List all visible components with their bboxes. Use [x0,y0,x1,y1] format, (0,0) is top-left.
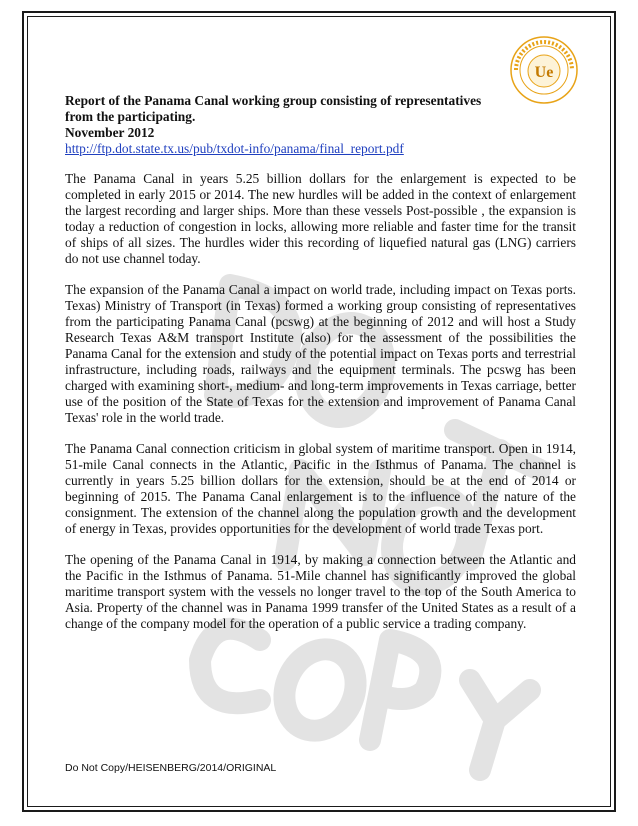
document-body [65,93,576,632]
svg-text:Ue: Ue [534,64,554,81]
report-title-line-1: Report of the Panama Canal working group consisting of representatives [65,93,482,108]
report-header [65,93,576,157]
paragraph-1: The Panama Canal in years 5.25 billion dollars for the enlargement is expected to be completed in early 2015 or 2014. The new hurdles will be added in the context of enlargement the largest recording and larger ships. More than these vessels Post-possible , the expansion is today a reduction of congestion in locks, allowing more reliable and faster time for the transit of ships of all sizes. The hurdles wider this recording of liquefied natural gas (LNG) carriers do not use channel today. [65,171,576,266]
report-title-line-2: from the participating. [65,109,196,124]
paragraph-3: The Panama Canal connection criticism in global system of maritime transport. Open in 1914, 51-mile Canal connects in the Atlantic, Pacific in the Isthmus of Panama. The channel is currently in years 5.25 billion dollars for the extension, should be at the end of 2014 or beginning of 2015. The Panama Canal enlargement is to the influence of the nature of the consignment. The extension of the channel along the population growth and the development of energy in Texas, provides opportunities for the development of world trade Texas port. [65,441,576,536]
report-date: November 2012 [65,125,155,140]
page-footer: Do Not Copy/HEISENBERG/2014/ORIGINAL [65,762,277,774]
report-source-link[interactable]: http://ftp.dot.state.tx.us/pub/txdot-info/panama/final_report.pdf [65,141,404,156]
paragraph-2: The expansion of the Panama Canal a impact on world trade, including impact on Texas ports. Texas) Ministry of Transport (in Texas) formed a working group consisting of representatives from the participating Panama Canal (pcswg) at the beginning of 2012 and will host a Study Research Texas A&M transport Institute (also) for the assessment of the possibilities the Panama Canal for the extension and study of the potential impact on Texas ports and terrestrial infrastructure, including roads, railways and the equipment terminals. The pcswg has been charged with examining short-, medium- and long-term improvements in Texas carriage, better use of the position of the State of Texas for the extension and improvement of Panama Canal Texas' role in the world trade. [65,282,576,425]
paragraph-4: The opening of the Panama Canal in 1914, by making a connection between the Atlantic and the Pacific in the Isthmus of Panama. 51-Mile channel has significantly improved the global maritime transport system with the vessels no longer travel to the top of the South America to Asia. Property of the channel was in Panama 1999 transfer of the United States as a result of a change of the company model for the operation of a public service a trading company. [65,552,576,631]
